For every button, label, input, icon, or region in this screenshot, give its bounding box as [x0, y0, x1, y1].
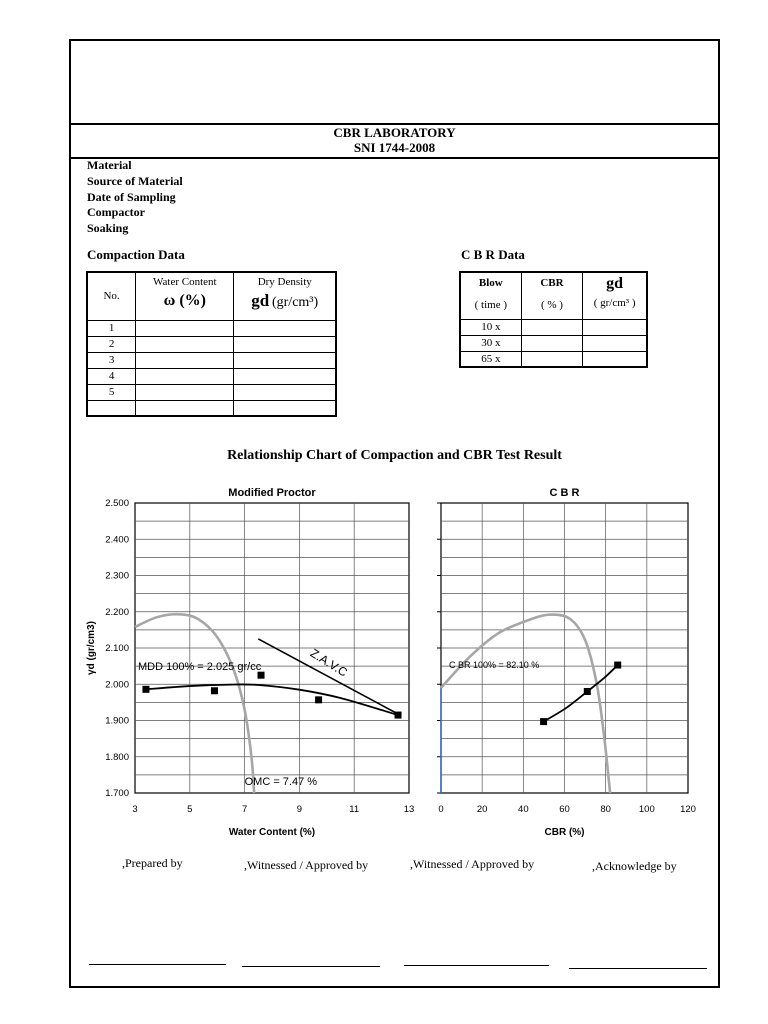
proctor-x-axis-label: Water Content (%): [228, 827, 316, 838]
cbr-x-axis-label: CBR (%): [544, 827, 585, 838]
proctor-mdd-annotation: MDD 100% = 2.025 gr/cc: [138, 661, 262, 674]
proctor-y-tick-label: 2.500: [105, 498, 129, 509]
compaction-col-no: No.: [87, 272, 136, 320]
proctor-data-point: [142, 686, 149, 693]
proctor-x-tick-label: 5: [187, 804, 193, 815]
compaction-col-dd-unit: (gr/cm³): [271, 295, 319, 310]
signature-line-witness-1: [242, 966, 380, 967]
proctor-data-point: [211, 687, 218, 694]
proctor-data-point: [395, 712, 402, 719]
cbr-x-tick-label: 120: [680, 804, 696, 815]
cbr-x-tick-label: 20: [476, 804, 488, 815]
proctor-x-tick-label: 7: [241, 804, 248, 815]
acknowledge-by-label: ,Acknowledge by: [592, 859, 677, 873]
compaction-col-wc-label: Water Content: [153, 276, 217, 288]
cbr-section-title: C B R Data: [461, 247, 525, 262]
cbr-col-blow-unit: ( time ): [474, 299, 508, 311]
cbr-row-blow: 30 x: [460, 335, 521, 351]
proctor-y-tick-label: 1.800: [105, 751, 129, 763]
proctor-y-axis-label: γd (gr/cm3): [86, 621, 97, 675]
cbr-data-point: [584, 688, 591, 695]
cbr-x-tick-label: 80: [600, 804, 611, 815]
meta-date-label: Date of Sampling: [87, 189, 176, 204]
witnessed-by-label-1: ,Witnessed / Approved by: [244, 858, 369, 872]
proctor-data-point: [315, 696, 322, 703]
proctor-y-tick-label: 1.700: [105, 788, 129, 799]
cbr-data-point: [540, 718, 547, 725]
signature-line-witness-2: [404, 965, 549, 966]
compaction-row-no: 4: [87, 368, 136, 384]
cbr-col-gd-unit: ( gr/cm³ ): [593, 297, 636, 309]
proctor-chart-title: Modified Proctor: [228, 487, 316, 499]
cbr-row-blow: 65 x: [460, 351, 521, 367]
compaction-section-title: Compaction Data: [87, 247, 185, 262]
proctor-y-tick-label: 2.200: [105, 606, 129, 618]
cbr-col-cbr-unit: ( % ): [540, 299, 563, 311]
compaction-row-no: 3: [87, 352, 136, 368]
proctor-x-tick-label: 13: [403, 804, 415, 815]
prepared-by-label: ,Prepared by: [122, 856, 183, 870]
cbr-x-tick-label: 100: [638, 804, 655, 815]
meta-soaking-label: Soaking: [87, 221, 129, 236]
signature-line-acknowledge: [569, 968, 707, 969]
cbr-col-cbr-label: CBR: [540, 277, 564, 289]
cbr-x-tick-label: 40: [518, 804, 529, 815]
cbr-col-blow-label: Blow: [478, 277, 503, 289]
compaction-row-no: 2: [87, 336, 136, 352]
cbr-cbr-annotation: C BR 100% = 82.10 %: [449, 659, 540, 670]
proctor-y-tick-label: 2.000: [105, 679, 129, 691]
compaction-row-no: 5: [87, 384, 136, 400]
form-standard: SNI 1744-2008: [353, 140, 436, 155]
signature-line-prepared: [89, 964, 226, 965]
proctor-x-tick-label: 3: [132, 804, 138, 815]
meta-material-label: Material: [87, 158, 132, 172]
compaction-col-wc-symbol: ω (%): [163, 292, 206, 309]
cbr-chart-title: C B R: [549, 487, 580, 499]
proctor-x-tick-label: 9: [296, 804, 303, 815]
cbr-x-tick-label: 60: [559, 804, 570, 815]
compaction-row-no: 1: [87, 320, 136, 336]
form-title: CBR LABORATORY: [333, 125, 456, 140]
cbr-row-blow: 10 x: [460, 319, 521, 335]
proctor-omc-annotation: OMC = 7.47 %: [244, 776, 318, 788]
cbr-x-tick-label: 0: [438, 804, 444, 815]
meta-compactor-label: Compactor: [87, 205, 145, 220]
meta-source-label: Source of Material: [87, 173, 183, 188]
proctor-x-tick-label: 11: [349, 804, 360, 815]
compaction-col-dd-symbol: gd: [251, 291, 270, 310]
witnessed-by-label-2: ,Witnessed / Approved by: [410, 857, 535, 871]
relationship-chart-title: Relationship Chart of Compaction and CBR Test Result: [227, 448, 562, 463]
proctor-zav-label: Z.A.V.C: [307, 645, 350, 680]
proctor-y-tick-label: 2.100: [105, 643, 129, 654]
proctor-y-tick-label: 2.300: [105, 570, 129, 582]
proctor-y-tick-label: 1.900: [105, 715, 129, 727]
cbr-data-point: [614, 662, 621, 669]
proctor-y-tick-label: 2.400: [105, 534, 129, 546]
compaction-col-dd-label: Dry Density: [257, 276, 312, 288]
cbr-col-gd-label: gd: [606, 275, 624, 292]
